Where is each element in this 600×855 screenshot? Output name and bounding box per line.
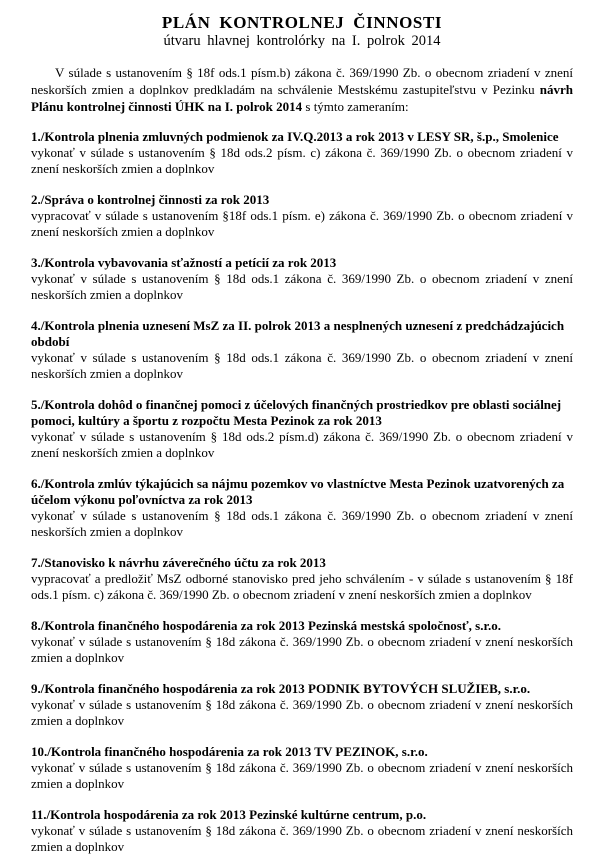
intro-text-end: s týmto zameraním:: [302, 99, 409, 114]
plan-item-title: 7./Stanovisko k návrhu záverečného účtu za rok 2013: [31, 555, 326, 570]
document-title: PLÁN KONTROLNEJ ČINNOSTI: [161, 13, 443, 32]
plan-item-9: [31, 681, 573, 729]
plan-item-4: [31, 318, 573, 382]
plan-item-11: [31, 807, 573, 855]
plan-item-10: [31, 744, 573, 792]
intro-text: V súlade s ustanovením § 18f ods.1 písm.b) zákona č. 369/1990 Zb. o obecnom zriadení v znení neskorších zmien a doplnkov predkladám na schválenie Mestskému zastupiteľstvu v Pezinku: [31, 65, 573, 97]
plan-item-title: 6./Kontrola zmlúv týkajúcich sa nájmu pozemkov vo vlastníctve Mesta Pezinok uzatvorených za účelom výkonu poľovníctva za rok 2013: [31, 476, 565, 507]
plan-item-5: [31, 397, 573, 461]
plan-item-text: vykonať v súlade s ustanovením § 18d zákona č. 369/1990 Zb. o obecnom zriadení v znení neskorších zmien a doplnkov: [31, 634, 573, 665]
plan-item-1: [31, 129, 573, 177]
plan-item-title: 9./Kontrola finančného hospodárenia za rok 2013 PODNIK BYTOVÝCH SLUŽIEB, s.r.o.: [31, 681, 531, 696]
plan-item-title: 2./Správa o kontrolnej činnosti za rok 2013: [31, 192, 270, 207]
plan-item-text: vykonať v súlade s ustanovením § 18d ods.2 písm. c) zákona č. 369/1990 Zb. o obecnom zriadení v znení neskorších zmien a doplnkov: [31, 145, 573, 176]
plan-item-7: [31, 555, 573, 603]
intro-bold-text: návrh Plánu kontrolnej činnosti ÚHK na I. polrok 2014: [31, 82, 573, 114]
plan-item-text: vykonať v súlade s ustanovením § 18d zákona č. 369/1990 Zb. o obecnom zriadení v znení neskorších zmien a doplnkov: [31, 697, 573, 728]
plan-item-text: vykonať v súlade s ustanovením § 18d ods.1 zákona č. 369/1990 Zb. o obecnom zriadení v znení neskorších zmien a doplnkov: [31, 508, 573, 539]
plan-item-8: [31, 618, 573, 666]
plan-item-2: [31, 192, 573, 240]
plan-item-title: 4./Kontrola plnenia uznesení MsZ za II. polrok 2013 a nesplnených uznesení z predchádzajúcich období: [31, 318, 565, 349]
plan-item-text: vykonať v súlade s ustanovením § 18d ods.1 zákona č. 369/1990 Zb. o obecnom zriadení v znení neskorších zmien a doplnkov: [31, 271, 573, 302]
plan-item-text: vykonať v súlade s ustanovením § 18d ods.1 zákona č. 369/1990 Zb. o obecnom zriadení v znení neskorších zmien a doplnkov: [31, 350, 573, 381]
plan-item-title: 3./Kontrola vybavovania sťažností a petícií za rok 2013: [31, 255, 337, 270]
plan-item-3: [31, 255, 573, 303]
plan-item-text: vykonať v súlade s ustanovením § 18d zákona č. 369/1990 Zb. o obecnom zriadení v znení neskorších zmien a doplnkov: [31, 823, 573, 854]
plan-item-title: 11./Kontrola hospodárenia za rok 2013 Pezinské kultúrne centrum, p.o.: [31, 807, 427, 822]
plan-item-title: 10./Kontrola finančného hospodárenia za rok 2013 TV PEZINOK, s.r.o.: [31, 744, 428, 759]
document-subtitle: útvaru hlavnej kontrolórky na I. polrok 2014: [163, 33, 441, 49]
intro-paragraph: [31, 64, 573, 115]
plan-item-title: 5./Kontrola dohôd o finančnej pomoci z účelových finančných prostriedkov pre oblasti sociálnej pomoci, kultúry a športu z rozpočtu Mesta Pezinok za rok 2013: [31, 397, 562, 428]
plan-item-text: vypracovať a predložiť MsZ odborné stanovisko pred jeho schválením - v súlade s ustanovením § 18f ods.1 písm. c) zákona č. 369/1990 Zb. o obecnom zriadení v znení neskorších zmien a doplnkov: [31, 571, 573, 602]
plan-item-title: 8./Kontrola finančného hospodárenia za rok 2013 Pezinská mestská spoločnosť, s.r.o.: [31, 618, 502, 633]
plan-item-text: vykonať v súlade s ustanovením § 18d ods.2 písm.d) zákona č. 369/1990 Zb. o obecnom zriadení v znení neskorších zmien a doplnkov: [31, 429, 573, 460]
plan-item-text: vypracovať v súlade s ustanovením §18f ods.1 písm. e) zákona č. 369/1990 Zb. o obecnom zriadení v znení neskorších zmien a doplnkov: [31, 208, 573, 239]
plan-item-6: [31, 476, 573, 540]
plan-item-title: 1./Kontrola plnenia zmluvných podmienok za IV.Q.2013 a rok 2013 v LESY SR, š.p., Smolenice: [31, 129, 559, 144]
plan-item-text: vykonať v súlade s ustanovením § 18d zákona č. 369/1990 Zb. o obecnom zriadení v znení neskorších zmien a doplnkov: [31, 760, 573, 791]
